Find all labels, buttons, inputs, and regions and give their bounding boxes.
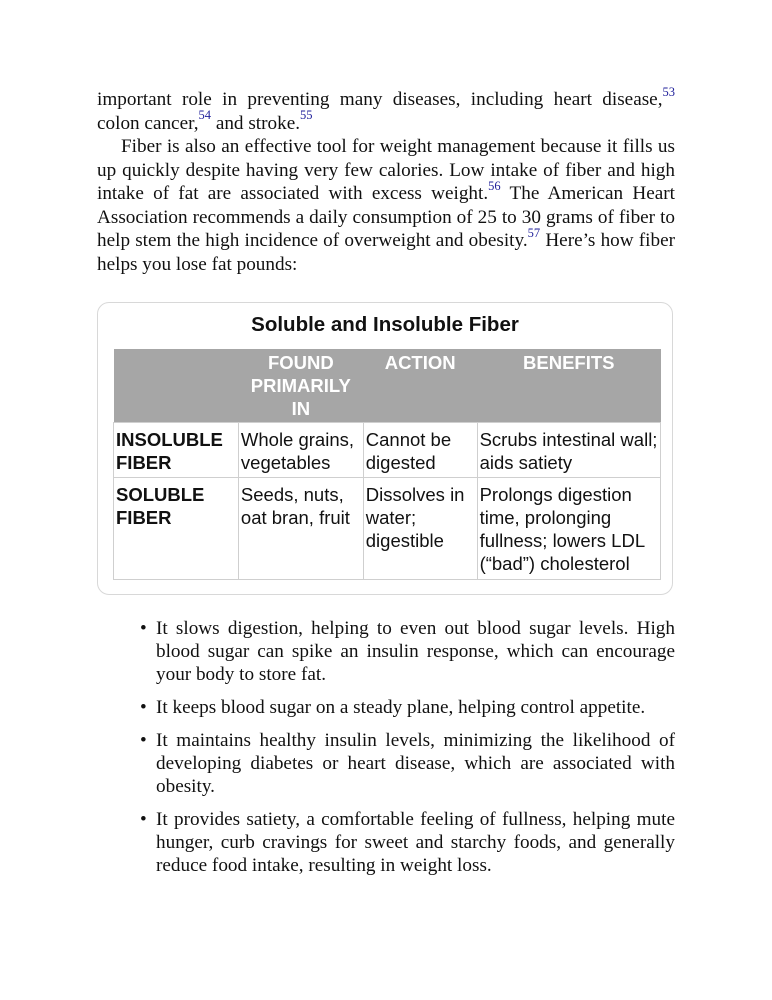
fiber-table: [113, 349, 661, 580]
paragraph-text: Fiber is also an effective tool for weight management because it fills us up quickly despite having very few calories. Low intake of fiber and high intake of fat are associated with excess weight.: [97, 136, 675, 204]
column-header: ACTION: [363, 349, 477, 423]
column-header: FOUND PRIMARILY IN: [238, 349, 363, 423]
list-item-text: It keeps blood sugar on a steady plane, helping control appetite.: [156, 697, 646, 718]
table-row: [114, 423, 661, 478]
paragraph-text: important role in preventing many diseases, including heart disease,: [97, 89, 663, 110]
fiber-table-box: [97, 302, 673, 595]
list-item: [140, 729, 675, 798]
column-header: [114, 349, 239, 423]
list-item: [140, 808, 675, 877]
paragraph-2: [97, 135, 675, 276]
table-cell: Dissolves in water; digestible: [363, 478, 477, 580]
column-header: BENEFITS: [477, 349, 660, 423]
table-cell: Seeds, nuts, oat bran, fruit: [238, 478, 363, 580]
list-item: [140, 696, 675, 719]
table-header-row: [114, 349, 661, 423]
footnote-ref[interactable]: 55: [300, 108, 313, 123]
paragraph-text: The American Heart Association recommends a daily consumption of 25 to 30 grams of fiber to help stem the high incidence of overweight and obesity.: [97, 183, 675, 251]
bullet-icon: •: [140, 809, 147, 830]
table-title: Soluble and Insoluble Fiber: [251, 313, 519, 336]
body-text: [97, 84, 675, 276]
table-cell: Cannot be digested: [363, 423, 477, 478]
bullet-icon: •: [140, 730, 147, 751]
paragraph-text: Here’s how fiber helps you lose fat pounds:: [97, 230, 675, 275]
paragraph-1: [97, 84, 675, 135]
paragraph-text: colon cancer,: [97, 112, 199, 134]
bullet-icon: •: [140, 697, 147, 718]
paragraph-text: and stroke.: [211, 112, 301, 134]
bullet-list: [140, 617, 675, 887]
footnote-ref[interactable]: 53: [662, 84, 675, 99]
table-cell: Scrubs intestinal wall; aids satiety: [477, 423, 660, 478]
list-item-text: It slows digestion, helping to even out blood sugar levels. High blood sugar can spike an insulin response, which can encourage your body to store fat.: [156, 618, 675, 685]
table-row: [114, 478, 661, 580]
footnote-ref[interactable]: 54: [198, 108, 212, 123]
bullet-icon: •: [140, 618, 147, 639]
row-header: SOLUBLE FIBER: [114, 478, 239, 580]
table-cell: Prolongs digestion time, prolonging fullness; lowers LDL (“bad”) cholesterol: [477, 478, 660, 580]
footnote-ref[interactable]: 56: [488, 178, 501, 193]
row-header: INSOLUBLE FIBER: [114, 423, 239, 478]
list-item-text: It maintains healthy insulin levels, minimizing the likelihood of developing diabetes or heart disease, which are associated with obesity.: [156, 730, 675, 797]
table-cell: Whole grains, vegetables: [238, 423, 363, 478]
list-item: [140, 617, 675, 686]
footnote-ref[interactable]: 57: [527, 225, 541, 240]
list-item-text: It provides satiety, a comfortable feeling of fullness, helping mute hunger, curb cravings for sweet and starchy foods, and generally reduce food intake, resulting in weight loss.: [156, 809, 675, 876]
